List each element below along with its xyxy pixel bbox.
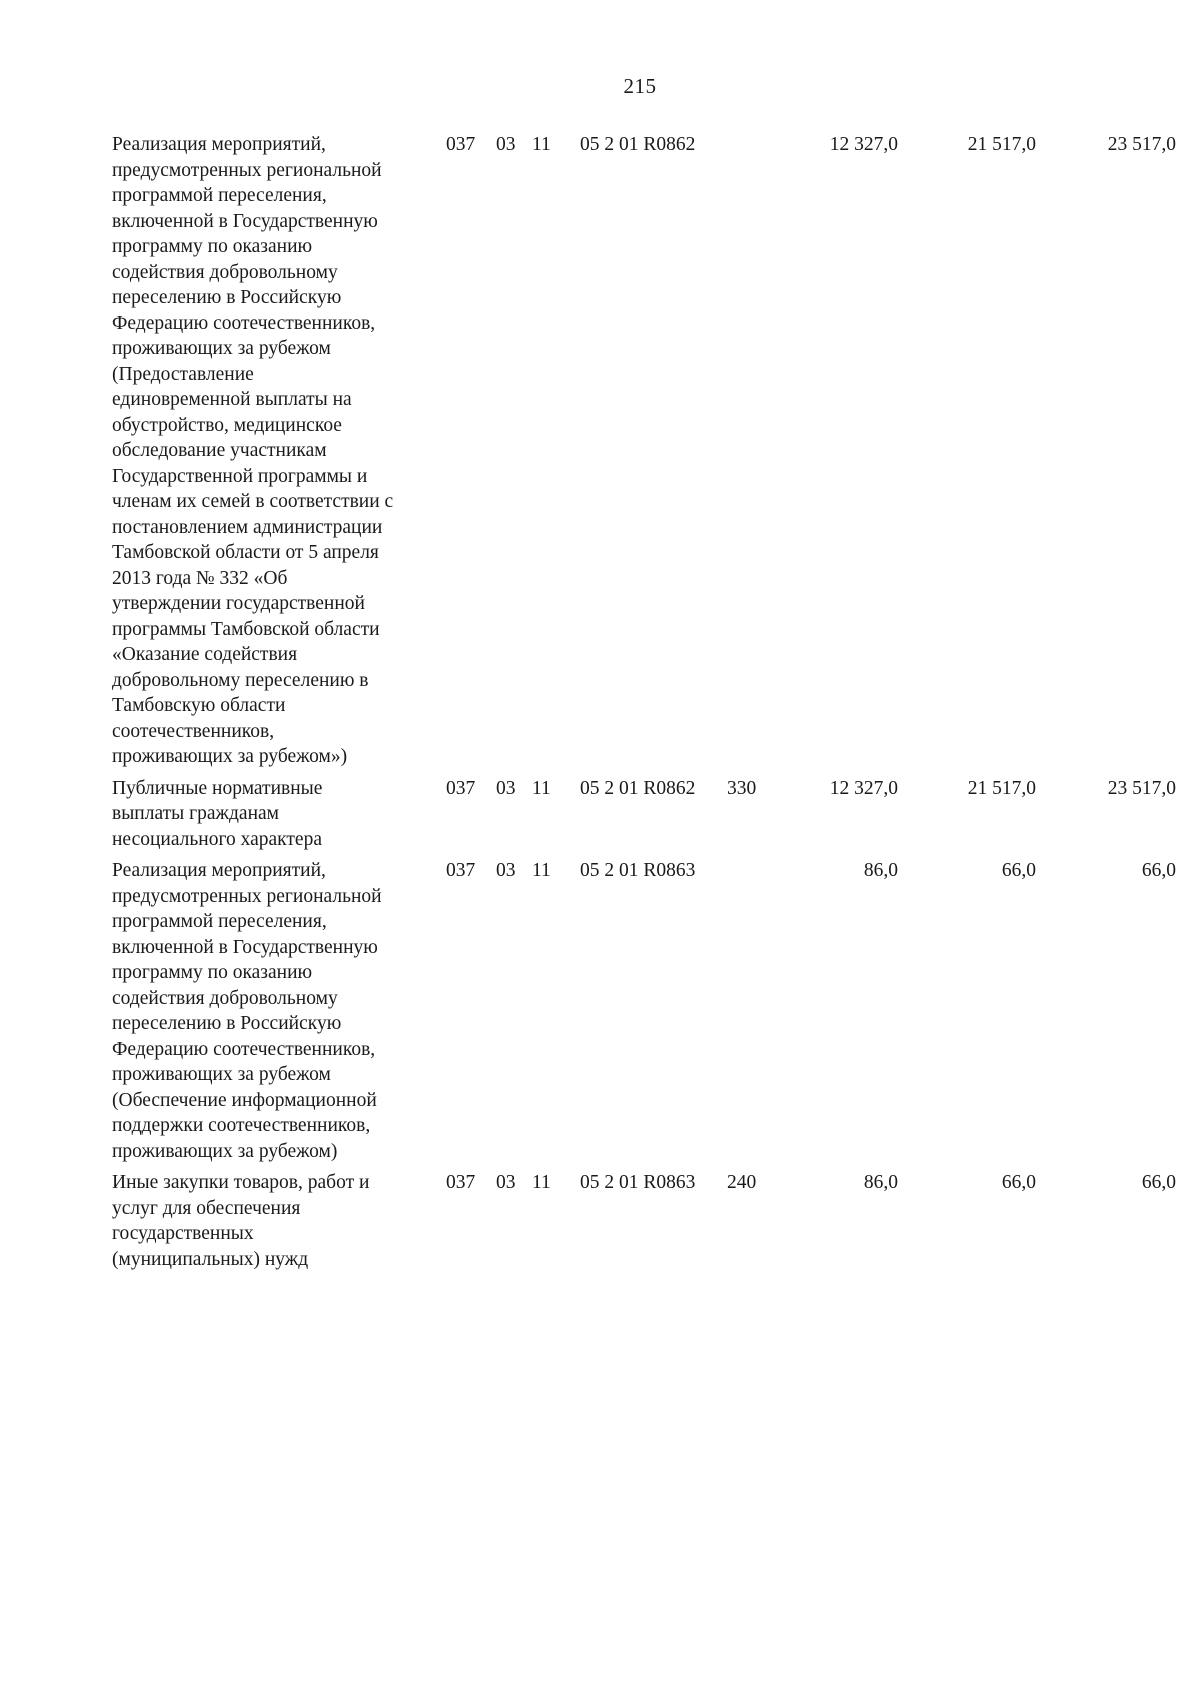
target-article-code: 05 2 01 R0863 bbox=[580, 860, 696, 881]
target-article-code: 05 2 01 R0863 bbox=[580, 1172, 696, 1193]
subsection-code: 11 bbox=[532, 860, 551, 881]
subsection-code: 11 bbox=[532, 134, 551, 155]
amount-year-3: 66,0 bbox=[1141, 860, 1176, 881]
table-row bbox=[0, 858, 1200, 1164]
target-article-code: 05 2 01 R0862 bbox=[580, 134, 696, 155]
budget-table bbox=[0, 132, 1200, 1278]
amount-year-3: 23 517,0 bbox=[1107, 134, 1176, 155]
table-row bbox=[0, 776, 1200, 853]
subsection-code: 11 bbox=[532, 1172, 551, 1193]
expense-type-code: 240 bbox=[727, 1172, 757, 1193]
row-description: Реализация мероприятий, предусмотренных региональной программой переселения, включенной в Государственную программу по оказанию содействия добровольному переселению в Российскую Федерацию соотечественников, проживающих за рубежом (Предоставление единовременной выплаты на обустройство, медицинское обследование участникам Государственной программы и членам их семей в соответствии с постановлением администрации Тамбовской области от 5 апреля 2013 года № 332 «Об утверждении государственной программы Тамбовской области «Оказание содействия добровольному переселению в Тамбовскую области соотечественников, проживающих за рубежом») bbox=[112, 134, 394, 767]
amount-year-2: 66,0 bbox=[1001, 1172, 1036, 1193]
row-description: Реализация мероприятий, предусмотренных региональной программой переселения, включенной в Государственную программу по оказанию содействия добровольному переселению в Российскую Федерацию соотечественников, проживающих за рубежом (Обеспечение информационной поддержки соотечественников, проживающих за рубежом) bbox=[112, 860, 382, 1162]
row-description: Публичные нормативные выплаты гражданам несоциального характера bbox=[112, 777, 323, 850]
expense-type-code: 330 bbox=[727, 777, 757, 799]
table-row bbox=[0, 1170, 1200, 1272]
amount-year-1: 12 327,0 bbox=[829, 134, 898, 155]
section-code: 03 bbox=[496, 1172, 516, 1193]
department-code: 037 bbox=[446, 1172, 476, 1193]
table-row bbox=[0, 132, 1200, 770]
row-description: Иные закупки товаров, работ и услуг для обеспечения государственных (муниципальных) нужд bbox=[112, 1172, 370, 1270]
amount-year-1: 86,0 bbox=[863, 860, 898, 881]
subsection-code: 11 bbox=[532, 777, 551, 799]
amount-year-1: 12 327,0 bbox=[829, 777, 898, 799]
amount-year-2: 21 517,0 bbox=[967, 134, 1036, 155]
section-code: 03 bbox=[496, 777, 516, 799]
amount-year-3: 23 517,0 bbox=[1107, 777, 1176, 799]
section-code: 03 bbox=[496, 860, 516, 881]
amount-year-3: 66,0 bbox=[1141, 1172, 1176, 1193]
amount-year-2: 21 517,0 bbox=[967, 777, 1036, 799]
department-code: 037 bbox=[446, 860, 476, 881]
section-code: 03 bbox=[496, 134, 516, 155]
amount-year-2: 66,0 bbox=[1001, 860, 1036, 881]
page-number: 215 bbox=[623, 74, 657, 98]
target-article-code: 05 2 01 R0862 bbox=[580, 777, 696, 799]
department-code: 037 bbox=[446, 134, 476, 155]
department-code: 037 bbox=[446, 777, 476, 799]
amount-year-1: 86,0 bbox=[863, 1172, 898, 1193]
